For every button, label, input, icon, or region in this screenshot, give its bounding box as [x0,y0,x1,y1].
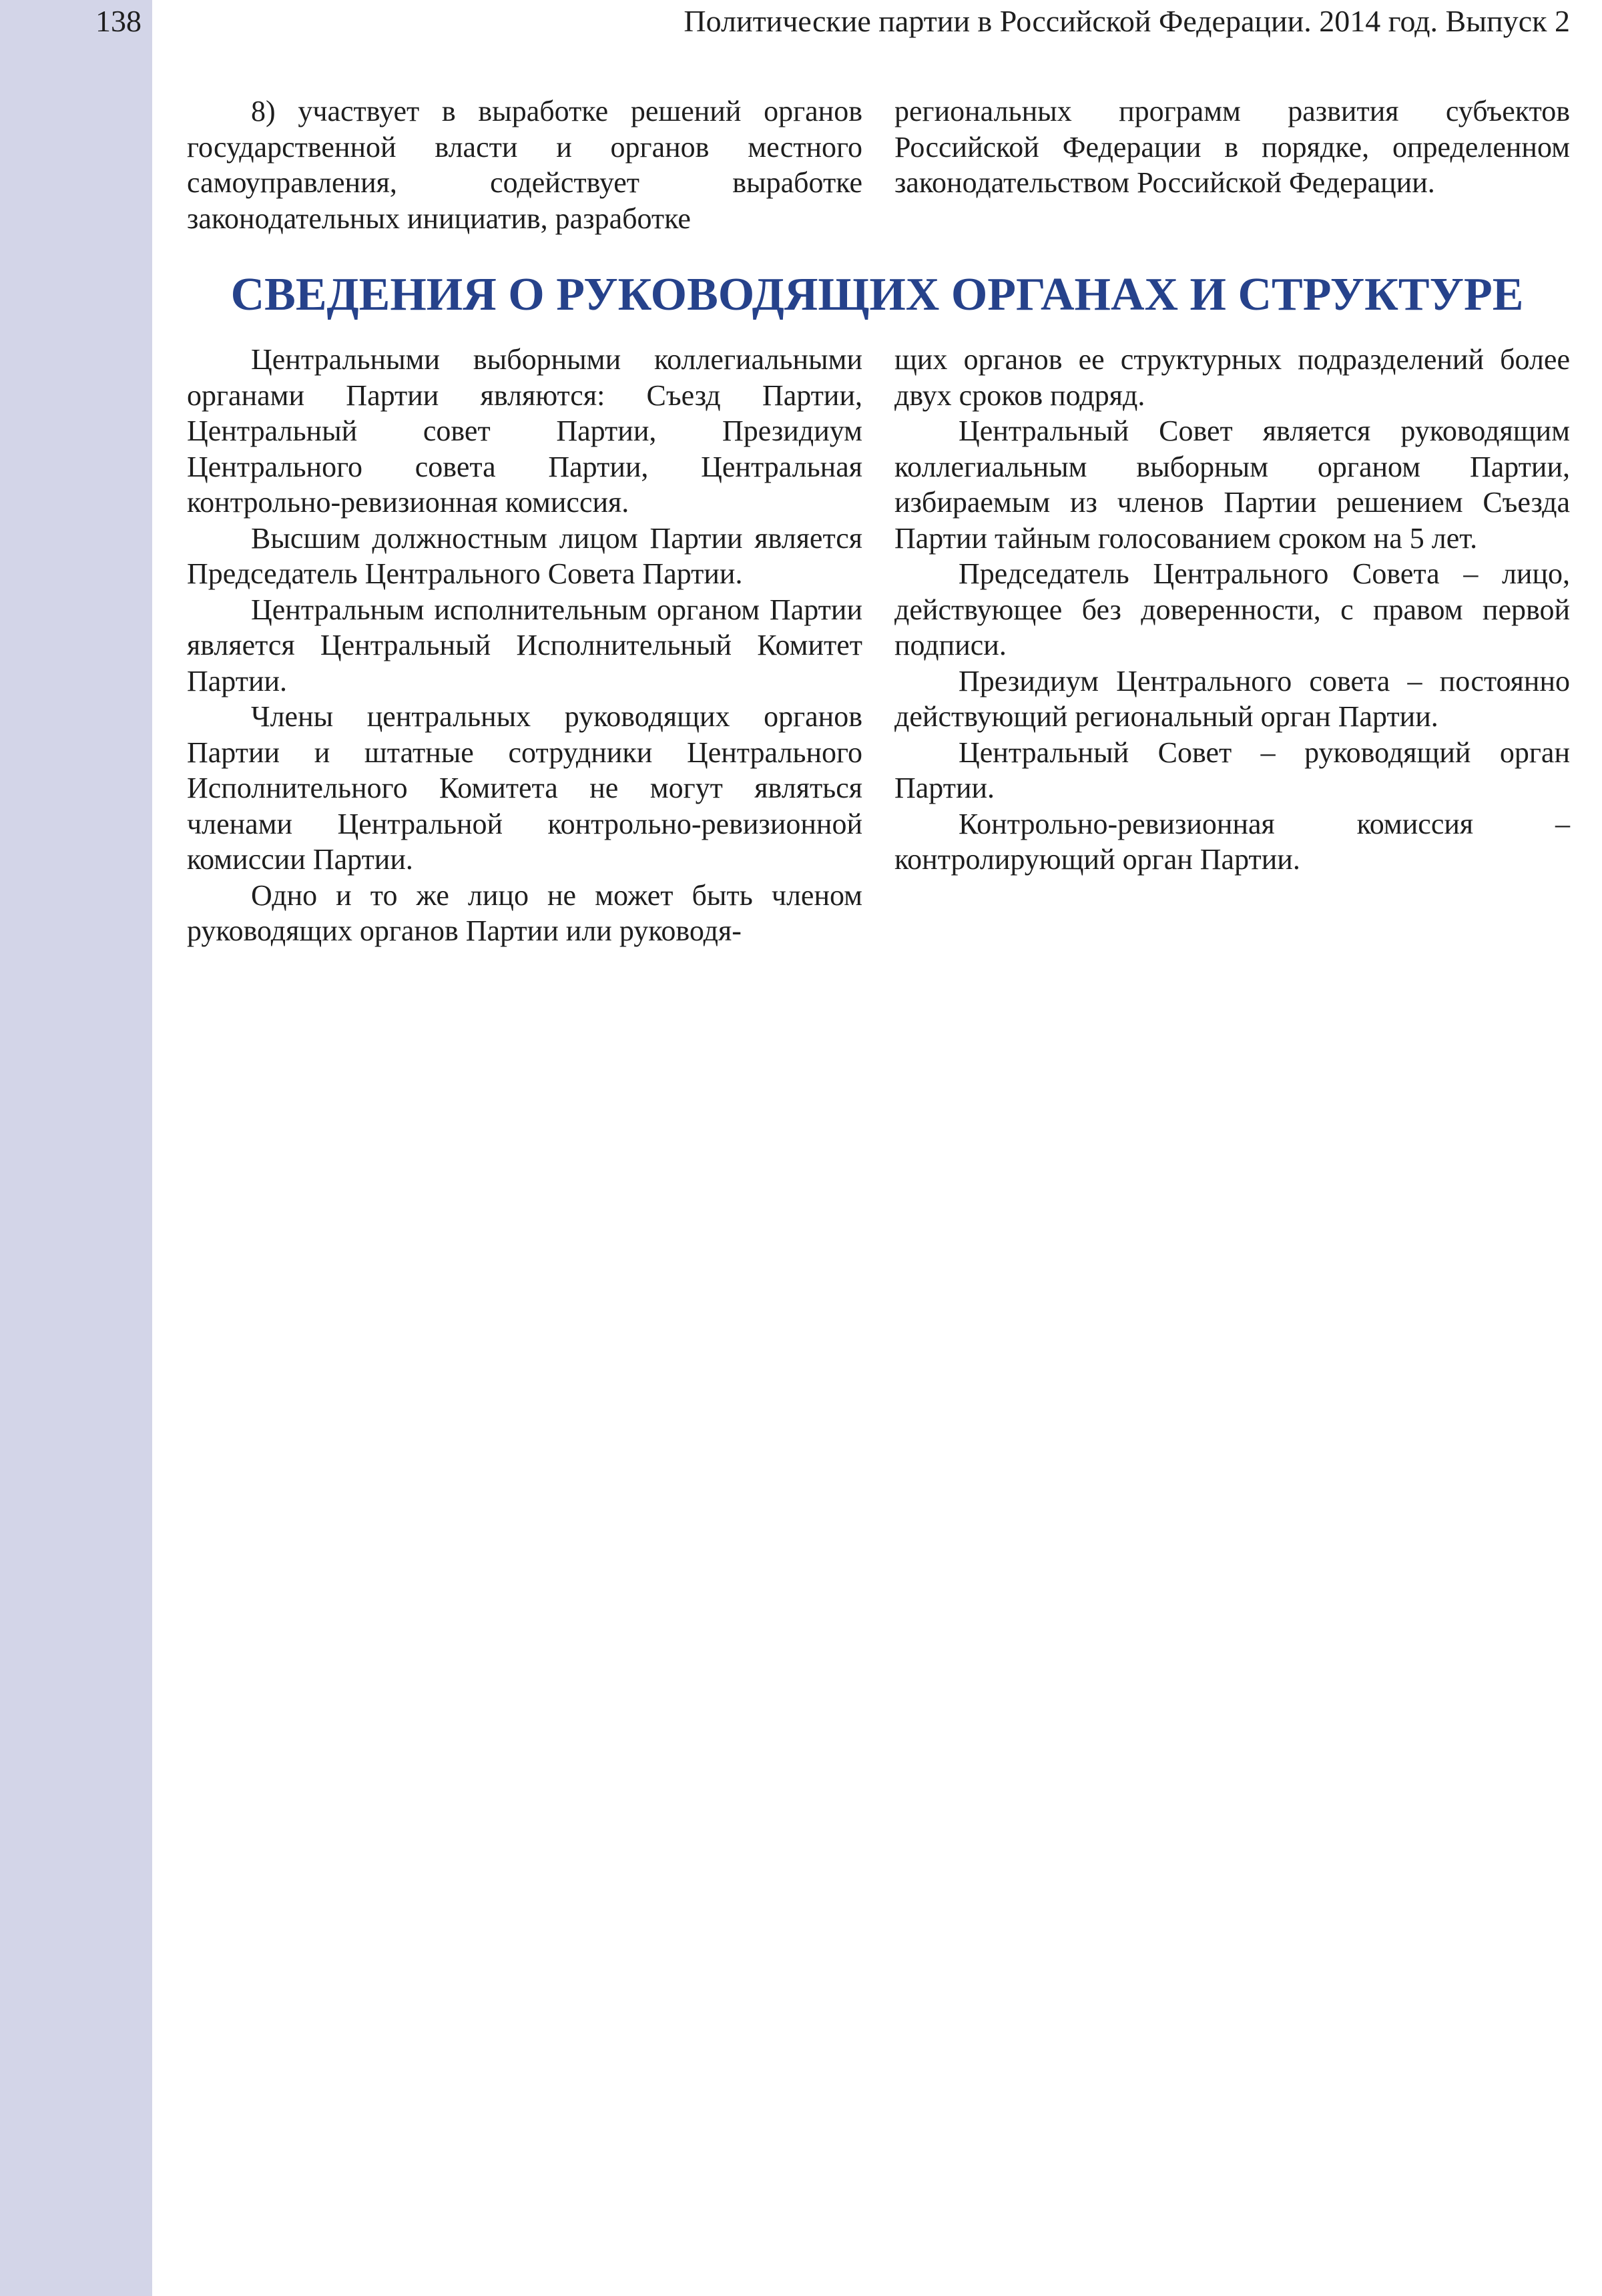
paragraph: Члены центральных руководящих органов Партии и штатные сотрудники Центрального Исполнительного Комитета не могут являться членами Центральной контрольно-ревизионной комиссии Партии. [187,700,862,876]
paragraph: Центральный Совет – руководящий орган Партии. [894,736,1570,804]
paragraph: Президиум Центрального совета – постоянно действующий региональный орган Партии. [894,664,1570,733]
page-margin-band [0,0,152,2296]
intro-paragraph: 8) участвует в выработке решений органов государственной власти и органов местного самоуправления, содействует выработке законодательных инициатив, разработке [187,95,862,235]
paragraph: Председатель Центрального Совета – лицо, действующее без доверенности, с правом первой подписи. [894,557,1570,661]
paragraph: Контрольно-ревизионная комиссия – контролирующий орган Партии. [894,807,1570,876]
intro-paragraph-continued: региональных программ развития субъектов Российской Федерации в порядке, определенном законодательством Российской Федерации. [894,95,1570,199]
page-number: 138 [95,4,142,38]
paragraph: Центральными выборными коллегиальными органами Партии являются: Съезд Партии, Центральный совет Партии, Президиум Центрального совета Партии, Центральная контрольно-ревизионная комиссия. [187,343,862,519]
intro-right-column [894,93,1570,201]
running-header: Политические партии в Российской Федерации. 2014 год. Выпуск 2 [684,4,1570,38]
paragraph: Центральным исполнительным органом Партии является Центральный Исполнительный Комитет Партии. [187,593,862,697]
paragraph: Одно и то же лицо не может быть членом руководящих органов Партии или руководя- [187,878,862,947]
paragraph: Высшим должностным лицом Партии является Председатель Центрального Совета Партии. [187,521,862,590]
paragraph-continued: щих органов ее структурных подразделений более двух сроков подряд. [894,343,1570,412]
right-column [894,342,1570,878]
left-column [187,342,862,949]
section-heading: СВЕДЕНИЯ О РУКОВОДЯЩИХ ОРГАНАХ И СТРУКТУРЕ [230,269,1524,320]
paragraph: Центральный Совет является руководящим коллегиальным выборным органом Партии, избираемым из членов Партии решением Съезда Партии тайным голосованием сроком на 5 лет. [894,414,1570,555]
intro-left-column [187,93,862,236]
